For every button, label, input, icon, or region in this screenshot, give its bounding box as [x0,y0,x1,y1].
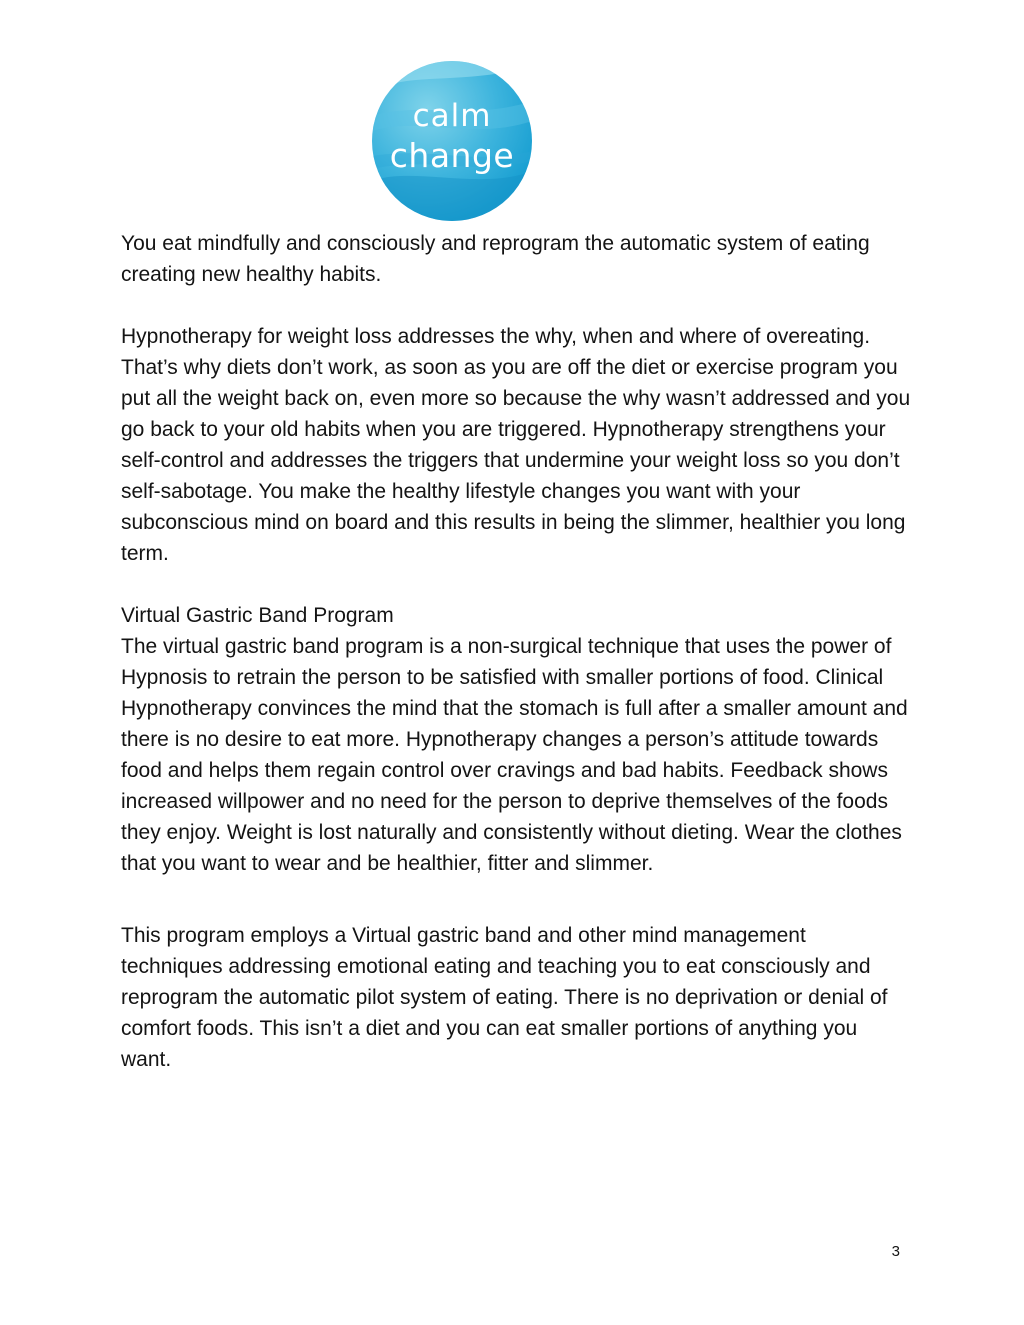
paragraph-virtual-gastric-band: The virtual gastric band program is a non-surgical technique that uses the power of Hypnosis to retrain the person to be satisfied with smaller portions of food. Clinical Hypnotherapy convinces the mind that the stomach is full after a smaller amount and there is no desire to eat more. Hypnotherapy changes a person’s attitude towards food and helps them regain control over cravings and bad habits. Feedback shows increased willpower and no need for the person to deprive themselves of the foods they enjoy. Weight is lost naturally and consistently without dieting. Wear the clothes that you want to wear and be healthier, fitter and slimmer. [121,635,908,875]
logo-text-calm: calm [412,98,492,134]
logo-text-change: change [389,136,515,175]
section-heading-virtual-gastric-band: Virtual Gastric Band Program [121,604,394,627]
document-body [121,228,911,1075]
paragraph-weight-loss: Hypnotherapy for weight loss addresses the why, when and where of overeating. That’s why diets don’t work, as soon as you are off the diet or exercise program you put all the weight back on, even more so because the why wasn’t addressed and you go back to your old habits when you are triggered. Hypnotherapy strengthens your self-control and addresses the triggers that undermine your weight loss so you don’t self-sabotage. You make the healthy lifestyle changes you want with your subconscious mind on board and this results in being the slimmer, healthier you long term. [121,325,911,565]
paragraph-program-summary: This program employs a Virtual gastric band and other mind management techniques addressing emotional eating and teaching you to eat consciously and reprogram the automatic pilot system of eating. There is no deprivation or denial of comfort foods. This isn’t a diet and you can eat smaller portions of anything you want. [121,924,888,1071]
paragraph-mindful-eating: You eat mindfully and consciously and reprogram the automatic system of eating creating new healthy habits. [121,232,870,286]
page-number: 3 [891,1243,900,1260]
calm-change-logo [372,61,532,221]
